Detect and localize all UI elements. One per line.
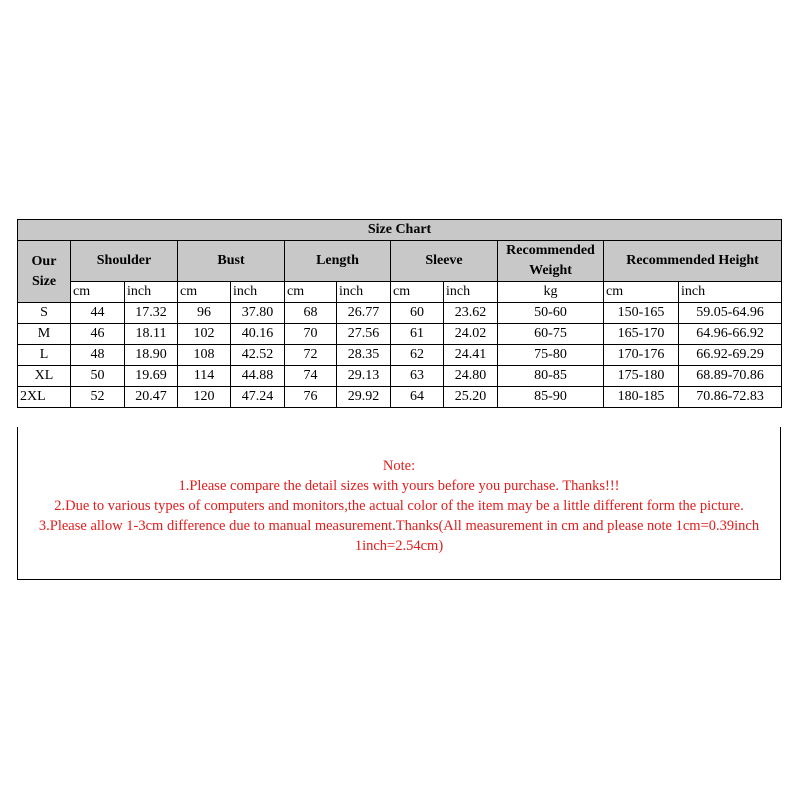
cell-height-in: 59.05-64.96	[679, 303, 782, 324]
cell-length-in: 29.13	[337, 366, 391, 387]
header-bust: Bust	[178, 241, 285, 282]
data-rows	[18, 303, 782, 408]
cell-height-in: 70.86-72.83	[679, 387, 782, 408]
cell-height-cm: 150-165	[604, 303, 679, 324]
header-shoulder: Shoulder	[71, 241, 178, 282]
unit-height-cm: cm	[604, 282, 679, 303]
table-row	[18, 303, 782, 324]
cell-shoulder-in: 20.47	[125, 387, 178, 408]
cell-bust-cm: 108	[178, 345, 231, 366]
header-size-label: Our Size	[31, 253, 57, 289]
cell-shoulder-cm: 52	[71, 387, 125, 408]
cell-sleeve-in: 24.02	[444, 324, 498, 345]
size-chart	[17, 219, 781, 408]
cell-height-cm: 170-176	[604, 345, 679, 366]
cell-sleeve-in: 24.41	[444, 345, 498, 366]
note-title: Note:	[382, 458, 416, 474]
cell-sleeve-in: 24.80	[444, 366, 498, 387]
unit-row	[18, 282, 782, 303]
cell-length-cm: 74	[285, 366, 337, 387]
cell-sleeve-in: 25.20	[444, 387, 498, 408]
note-line-3: 3.Please allow 1-3cm difference due to manual measurement.Thanks(All measurement in cm and please note 1cm=0.39inch	[38, 518, 760, 534]
cell-shoulder-in: 18.90	[125, 345, 178, 366]
cell-bust-in: 47.24	[231, 387, 285, 408]
cell-length-cm: 68	[285, 303, 337, 324]
notes-box	[17, 427, 781, 580]
cell-length-in: 27.56	[337, 324, 391, 345]
unit-shoulder-inch: inch	[125, 282, 178, 303]
cell-height-cm: 175-180	[604, 366, 679, 387]
unit-bust-inch: inch	[231, 282, 285, 303]
cell-shoulder-cm: 44	[71, 303, 125, 324]
cell-size: M	[18, 324, 71, 345]
cell-sleeve-in: 23.62	[444, 303, 498, 324]
unit-length-cm: cm	[285, 282, 337, 303]
unit-shoulder-cm: cm	[71, 282, 125, 303]
unit-sleeve-cm: cm	[391, 282, 444, 303]
cell-length-cm: 70	[285, 324, 337, 345]
cell-weight: 50-60	[498, 303, 604, 324]
cell-weight: 85-90	[498, 387, 604, 408]
header-size	[18, 241, 71, 303]
cell-sleeve-cm: 63	[391, 366, 444, 387]
header-row	[18, 241, 782, 282]
cell-sleeve-cm: 62	[391, 345, 444, 366]
cell-height-in: 68.89-70.86	[679, 366, 782, 387]
cell-height-in: 64.96-66.92	[679, 324, 782, 345]
header-weight	[498, 241, 604, 282]
cell-weight: 60-75	[498, 324, 604, 345]
cell-bust-in: 40.16	[231, 324, 285, 345]
cell-height-cm: 165-170	[604, 324, 679, 345]
table-row	[18, 345, 782, 366]
note-line-2: 2.Due to various types of computers and monitors,the actual color of the item may be a little different form the picture.	[54, 498, 744, 514]
cell-length-cm: 72	[285, 345, 337, 366]
table-title: Size Chart	[18, 220, 782, 241]
cell-sleeve-cm: 61	[391, 324, 444, 345]
cell-size: XL	[18, 366, 71, 387]
note-line-1: 1.Please compare the detail sizes with yours before you purchase. Thanks!!!	[178, 478, 620, 494]
cell-shoulder-cm: 48	[71, 345, 125, 366]
cell-weight: 80-85	[498, 366, 604, 387]
cell-weight: 75-80	[498, 345, 604, 366]
cell-length-in: 28.35	[337, 345, 391, 366]
cell-bust-cm: 114	[178, 366, 231, 387]
unit-bust-cm: cm	[178, 282, 231, 303]
cell-sleeve-cm: 64	[391, 387, 444, 408]
cell-length-in: 26.77	[337, 303, 391, 324]
cell-bust-cm: 102	[178, 324, 231, 345]
cell-shoulder-cm: 50	[71, 366, 125, 387]
unit-weight-kg: kg	[498, 282, 604, 303]
title-row	[18, 220, 782, 241]
cell-bust-in: 37.80	[231, 303, 285, 324]
cell-length-in: 29.92	[337, 387, 391, 408]
cell-size: S	[18, 303, 71, 324]
table-row	[18, 324, 782, 345]
cell-height-cm: 180-185	[604, 387, 679, 408]
cell-shoulder-cm: 46	[71, 324, 125, 345]
unit-length-inch: inch	[337, 282, 391, 303]
cell-bust-cm: 120	[178, 387, 231, 408]
cell-bust-in: 44.88	[231, 366, 285, 387]
header-length: Length	[285, 241, 391, 282]
cell-bust-in: 42.52	[231, 345, 285, 366]
cell-sleeve-cm: 60	[391, 303, 444, 324]
header-height: Recommended Height	[604, 241, 782, 282]
cell-bust-cm: 96	[178, 303, 231, 324]
cell-size: L	[18, 345, 71, 366]
unit-sleeve-inch: inch	[444, 282, 498, 303]
unit-height-inch: inch	[679, 282, 782, 303]
header-weight-label: Recommended Weight	[506, 243, 595, 278]
table-row	[18, 366, 782, 387]
cell-size: 2XL	[18, 387, 71, 408]
cell-shoulder-in: 19.69	[125, 366, 178, 387]
header-sleeve: Sleeve	[391, 241, 498, 282]
size-table	[17, 219, 782, 408]
table-row	[18, 387, 782, 408]
note-line-4: 1inch=2.54cm)	[354, 538, 444, 554]
cell-shoulder-in: 17.32	[125, 303, 178, 324]
cell-length-cm: 76	[285, 387, 337, 408]
cell-shoulder-in: 18.11	[125, 324, 178, 345]
cell-height-in: 66.92-69.29	[679, 345, 782, 366]
